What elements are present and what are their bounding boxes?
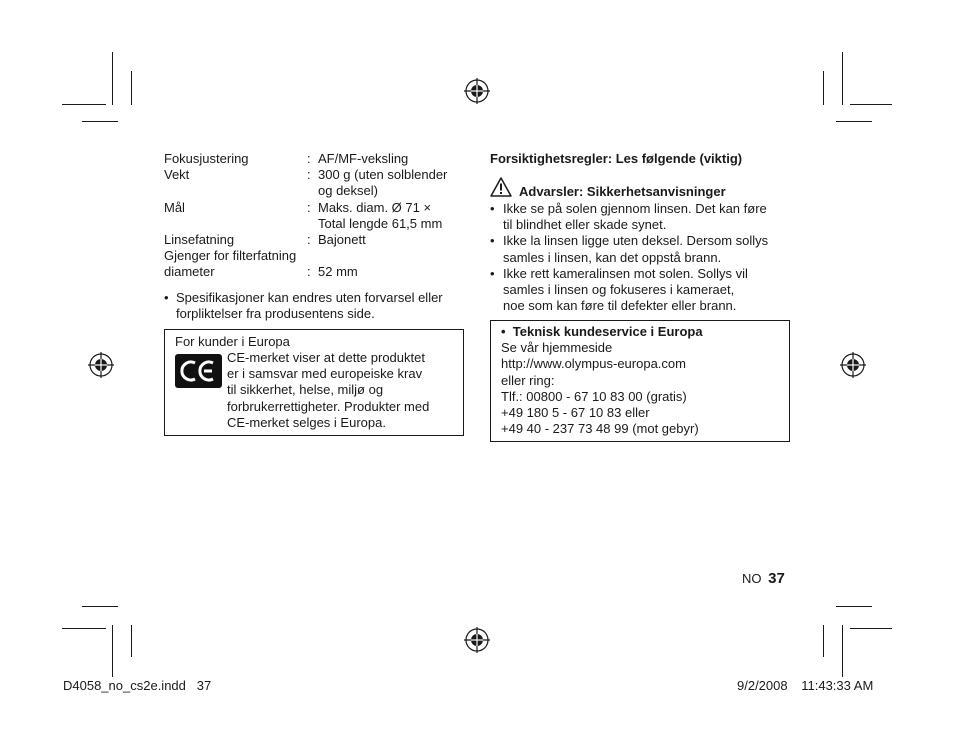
footer-date: 9/2/2008 (737, 678, 788, 693)
spec-colon: : (307, 151, 311, 166)
warning-line: Ikke rett kameralinsen mot solen. Sollys vil (503, 265, 748, 281)
spec-row (164, 232, 464, 248)
eu-box-line: til sikkerhet, helse, miljø og (227, 382, 384, 398)
spec-row (164, 167, 464, 199)
footer-timestamp (737, 678, 873, 694)
footer-time: 11:43:33 AM (801, 678, 874, 693)
service-phone: Tlf.: 00800 - 67 10 83 00 (gratis) (501, 388, 687, 404)
spec-colon: : (307, 232, 311, 248)
note-line: forpliktelser fra produsentens side. (176, 306, 375, 322)
eu-box-heading: For kunder i Europa (175, 334, 290, 349)
spec-note (164, 290, 469, 322)
service-phone: +49 40 - 237 73 48 99 (mot gebyr) (501, 421, 699, 437)
spec-label: Mål (164, 199, 185, 215)
service-heading: • Teknisk kundeservice i Europa (501, 324, 703, 339)
spec-colon: : (307, 167, 311, 183)
warning-line: noe som kan føre til defekter eller brann. (503, 298, 737, 314)
spec-value: Bajonett (318, 232, 366, 248)
footer-file: D4058_no_cs2e.indd 37 (63, 678, 212, 693)
ce-mark-icon (175, 354, 222, 388)
eu-box-line: CE-merket viser at dette produktet (227, 350, 425, 365)
page-number (742, 571, 785, 587)
service-line: eller ring: (501, 372, 555, 388)
spec-colon: : (307, 264, 311, 280)
warning-line: til blindhet eller skade synet. (503, 217, 667, 233)
bullet: • (490, 265, 495, 281)
list-item (490, 266, 790, 315)
spec-value: 300 g (uten solblender (318, 167, 448, 183)
registration-mark-icon (464, 78, 490, 104)
page-num: 37 (768, 570, 785, 587)
warning-line: samles i linsen og fokuseres i kameraet, (503, 282, 735, 298)
list-item (490, 201, 790, 233)
spec-colon: : (307, 199, 311, 215)
service-box (490, 320, 790, 442)
registration-mark-icon (840, 352, 866, 378)
service-phone: +49 180 5 - 67 10 83 eller (501, 405, 650, 421)
eu-box-line: er i samsvar med europeiske krav (227, 366, 423, 382)
eu-box-line: forbrukerrettigheter. Produkter med (227, 398, 430, 414)
page-lang: NO (742, 571, 762, 586)
spec-label: Fokusjustering (164, 151, 249, 166)
registration-mark-icon (464, 627, 490, 653)
bullet: • (490, 201, 495, 216)
spec-row (164, 151, 464, 167)
warning-triangle-icon (490, 177, 512, 197)
spec-row (164, 200, 464, 232)
warning-list (490, 201, 790, 314)
warning-line: Ikke se på solen gjennom linsen. Det kan føre (503, 201, 767, 216)
registration-mark-icon (88, 352, 114, 378)
spec-label: Linsefatning (164, 232, 235, 248)
spec-value: 52 mm (318, 264, 358, 280)
warning-heading: Advarsler: Sikkerhetsanvisninger (519, 184, 726, 199)
spec-value: Maks. diam. Ø 71 × (318, 199, 432, 215)
spec-value: Total lengde 61,5 mm (318, 215, 443, 231)
eu-box-line: CE-merket selges i Europa. (227, 414, 386, 430)
eu-customer-box (164, 329, 464, 436)
spec-label: Gjenger for filterfatning (164, 248, 297, 264)
spec-row (164, 264, 464, 280)
service-line: Se vår hjemmeside (501, 340, 613, 356)
spec-label: diameter (164, 264, 215, 280)
precautions-section (490, 151, 790, 314)
spec-value: og deksel) (318, 183, 378, 199)
spec-value: AF/MF-veksling (318, 151, 409, 166)
warning-line: samles i linsen, kan det oppstå brann. (503, 249, 722, 265)
spec-row (164, 248, 464, 264)
bullet: • (164, 290, 169, 305)
note-line: Spesifikasjoner kan endres uten forvarsel eller (176, 290, 443, 305)
precautions-title: Forsiktighetsregler: Les følgende (viktig) (490, 151, 743, 166)
service-url: http://www.olympus-europa.com (501, 356, 686, 372)
spec-table (164, 151, 464, 281)
warning-line: Ikke la linsen ligge uten deksel. Dersom sollys (503, 233, 769, 249)
spec-label: Vekt (164, 167, 190, 183)
bullet: • (490, 233, 495, 249)
list-item (490, 233, 790, 265)
